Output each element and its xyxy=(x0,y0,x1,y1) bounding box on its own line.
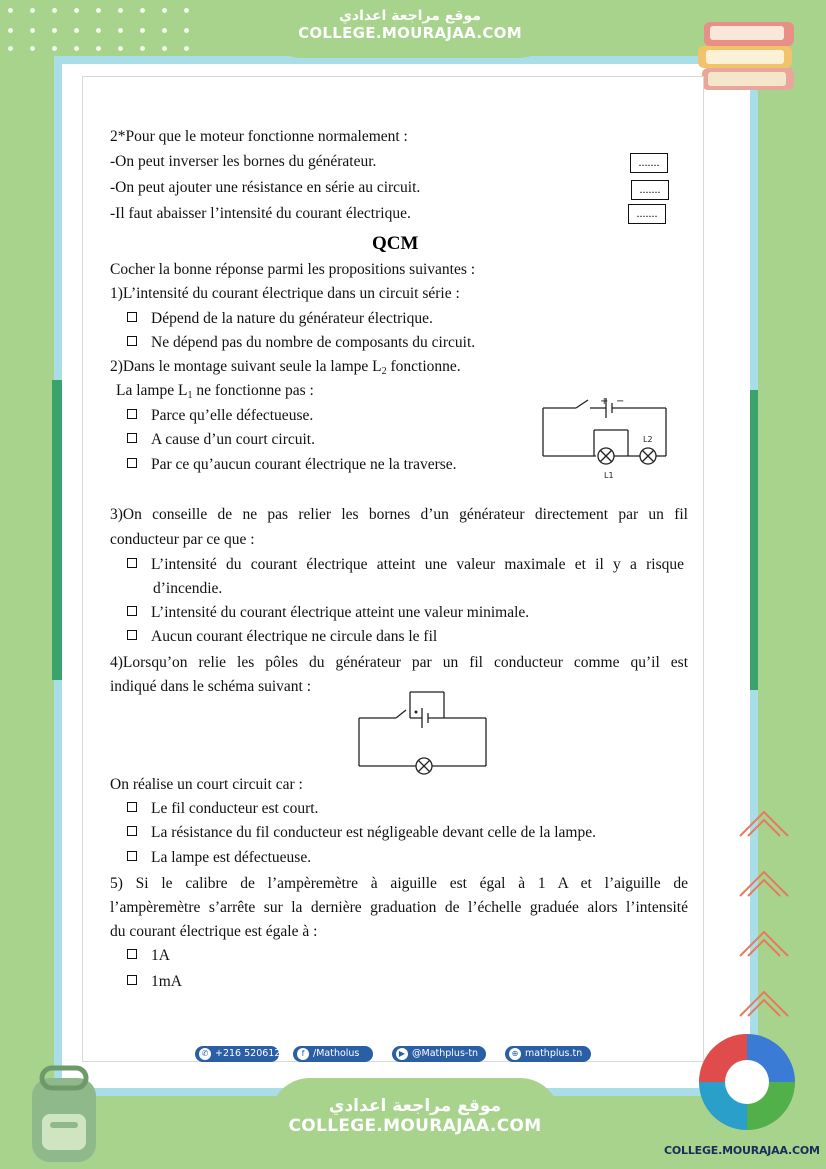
qcm-title: QCM xyxy=(372,233,419,254)
q5-option[interactable]: 1mA xyxy=(127,973,182,991)
social-whatsapp[interactable]: ✆ +216 52061249 xyxy=(195,1046,279,1062)
q4-option[interactable]: La résistance du fil conducteur est négligeable devant celle de la lampe. xyxy=(127,824,596,842)
decorative-dots xyxy=(0,0,200,60)
exercise2-item: -On peut inverser les bornes du générateur. xyxy=(110,153,377,170)
frame-accent-left xyxy=(52,380,62,680)
q2-question: 2)Dans le montage suivant seule la lampe $L_2$ fonctionne. xyxy=(110,358,461,377)
site-name-arabic: موقع مراجعة اعدادي xyxy=(328,1096,502,1116)
q1-option[interactable]: Ne dépend pas du nombre de composants du circuit. xyxy=(127,334,475,352)
social-youtube[interactable]: ▶ @Mathplus-tn xyxy=(392,1046,486,1062)
checkbox[interactable] xyxy=(127,409,137,419)
q1-question: 1)L’intensité du courant électrique dans un circuit série : xyxy=(110,285,460,302)
chevron-decoration xyxy=(734,790,794,1030)
answer-box[interactable]: ....... xyxy=(630,153,668,173)
books-illustration xyxy=(694,12,804,96)
social-website[interactable]: ⊕ mathplus.tn xyxy=(505,1046,591,1062)
checkbox[interactable] xyxy=(127,606,137,616)
q2-option[interactable]: A cause d’un court circuit. xyxy=(127,431,315,449)
globe-icon: ⊕ xyxy=(509,1048,521,1060)
q3-option[interactable]: L’intensité du courant électrique atteint une valeur maximale et il y a risque xyxy=(127,556,687,574)
checkbox[interactable] xyxy=(127,630,137,640)
checkbox[interactable] xyxy=(127,975,137,985)
svg-text:+: + xyxy=(600,396,609,407)
q4-option[interactable]: La lampe est défectueuse. xyxy=(127,849,311,867)
youtube-icon: ▶ xyxy=(396,1048,408,1060)
q5-question-line2: l’ampèremètre s’arrête sur la dernière graduation de l’échelle graduée alors l’intensité xyxy=(110,899,688,916)
social-links xyxy=(195,1046,595,1064)
qcm-instruction: Cocher la bonne réponse parmi les propositions suivantes : xyxy=(110,261,476,278)
label-l1: L1 xyxy=(604,471,614,480)
checkbox[interactable] xyxy=(127,336,137,346)
q2-option[interactable]: Par ce qu’aucun courant électrique ne la traverse. xyxy=(127,456,457,474)
q5-question-line3: du courant électrique est égale à : xyxy=(110,923,318,940)
backpack-illustration xyxy=(14,1058,114,1168)
q3-question-line2: conducteur par ce que : xyxy=(110,531,255,548)
exercise2-item: -On peut ajouter une résistance en série au circuit. xyxy=(110,179,421,196)
q3-question: 3)On conseille de ne pas relier les bornes d’un générateur directement par un fil xyxy=(110,506,688,523)
checkbox[interactable] xyxy=(127,802,137,812)
checkbox[interactable] xyxy=(127,949,137,959)
site-url[interactable]: COLLEGE.MOURAJAA.COM xyxy=(288,1116,542,1136)
brand-url[interactable]: COLLEGE.MOURAJAA.COM xyxy=(664,1144,820,1157)
q4-option[interactable]: Le fil conducteur est court. xyxy=(127,800,318,818)
site-header[interactable] xyxy=(262,2,558,58)
site-footer[interactable] xyxy=(270,1078,560,1169)
q2-option[interactable]: Parce qu’elle défectueuse. xyxy=(127,407,313,425)
q4-question-line2: indiqué dans le schéma suivant : xyxy=(110,678,312,695)
q5-option[interactable]: 1A xyxy=(127,947,170,965)
checkbox[interactable] xyxy=(127,851,137,861)
site-logo xyxy=(694,1024,800,1140)
site-name-arabic: موقع مراجعة اعدادي xyxy=(339,8,481,24)
whatsapp-icon: ✆ xyxy=(199,1048,211,1060)
checkbox[interactable] xyxy=(127,458,137,468)
q3-option[interactable]: L’intensité du courant électrique atteint une valeur minimale. xyxy=(127,604,529,622)
q5-question: 5) Si le calibre de l’ampèremètre à aiguille est égal à 1 A et l’aiguille de xyxy=(110,875,688,892)
facebook-icon: f xyxy=(297,1048,309,1060)
q4-statement: On réalise un court circuit car : xyxy=(110,776,303,793)
svg-text:−: − xyxy=(616,396,625,407)
checkbox[interactable] xyxy=(127,558,137,568)
q2-question-line2: La lampe $L_1$ ne fonctionne pas : xyxy=(116,382,314,401)
q1-option[interactable]: Dépend de la nature du générateur électrique. xyxy=(127,310,433,328)
q3-option[interactable]: Aucun courant électrique ne circule dans le fil xyxy=(127,628,437,646)
site-url[interactable]: COLLEGE.MOURAJAA.COM xyxy=(298,24,522,42)
checkbox[interactable] xyxy=(127,312,137,322)
q4-question: 4)Lorsqu’on relie les pôles du générateur par un fil conducteur comme qu’il est xyxy=(110,654,688,671)
circuit-diagram-q2 xyxy=(540,390,670,482)
answer-box[interactable]: ....... xyxy=(628,204,666,224)
q3-option-continued: d’incendie. xyxy=(153,580,223,597)
exercise2-heading: 2*Pour que le moteur fonctionne normalement : xyxy=(110,128,408,145)
checkbox[interactable] xyxy=(127,433,137,443)
social-facebook[interactable]: f /Matholus xyxy=(293,1046,373,1062)
label-l2: L2 xyxy=(643,435,653,444)
circuit-diagram-q4 xyxy=(356,688,490,776)
exercise2-item: -Il faut abaisser l’intensité du courant électrique. xyxy=(110,205,411,222)
answer-box[interactable]: ....... xyxy=(631,180,669,200)
checkbox[interactable] xyxy=(127,826,137,836)
